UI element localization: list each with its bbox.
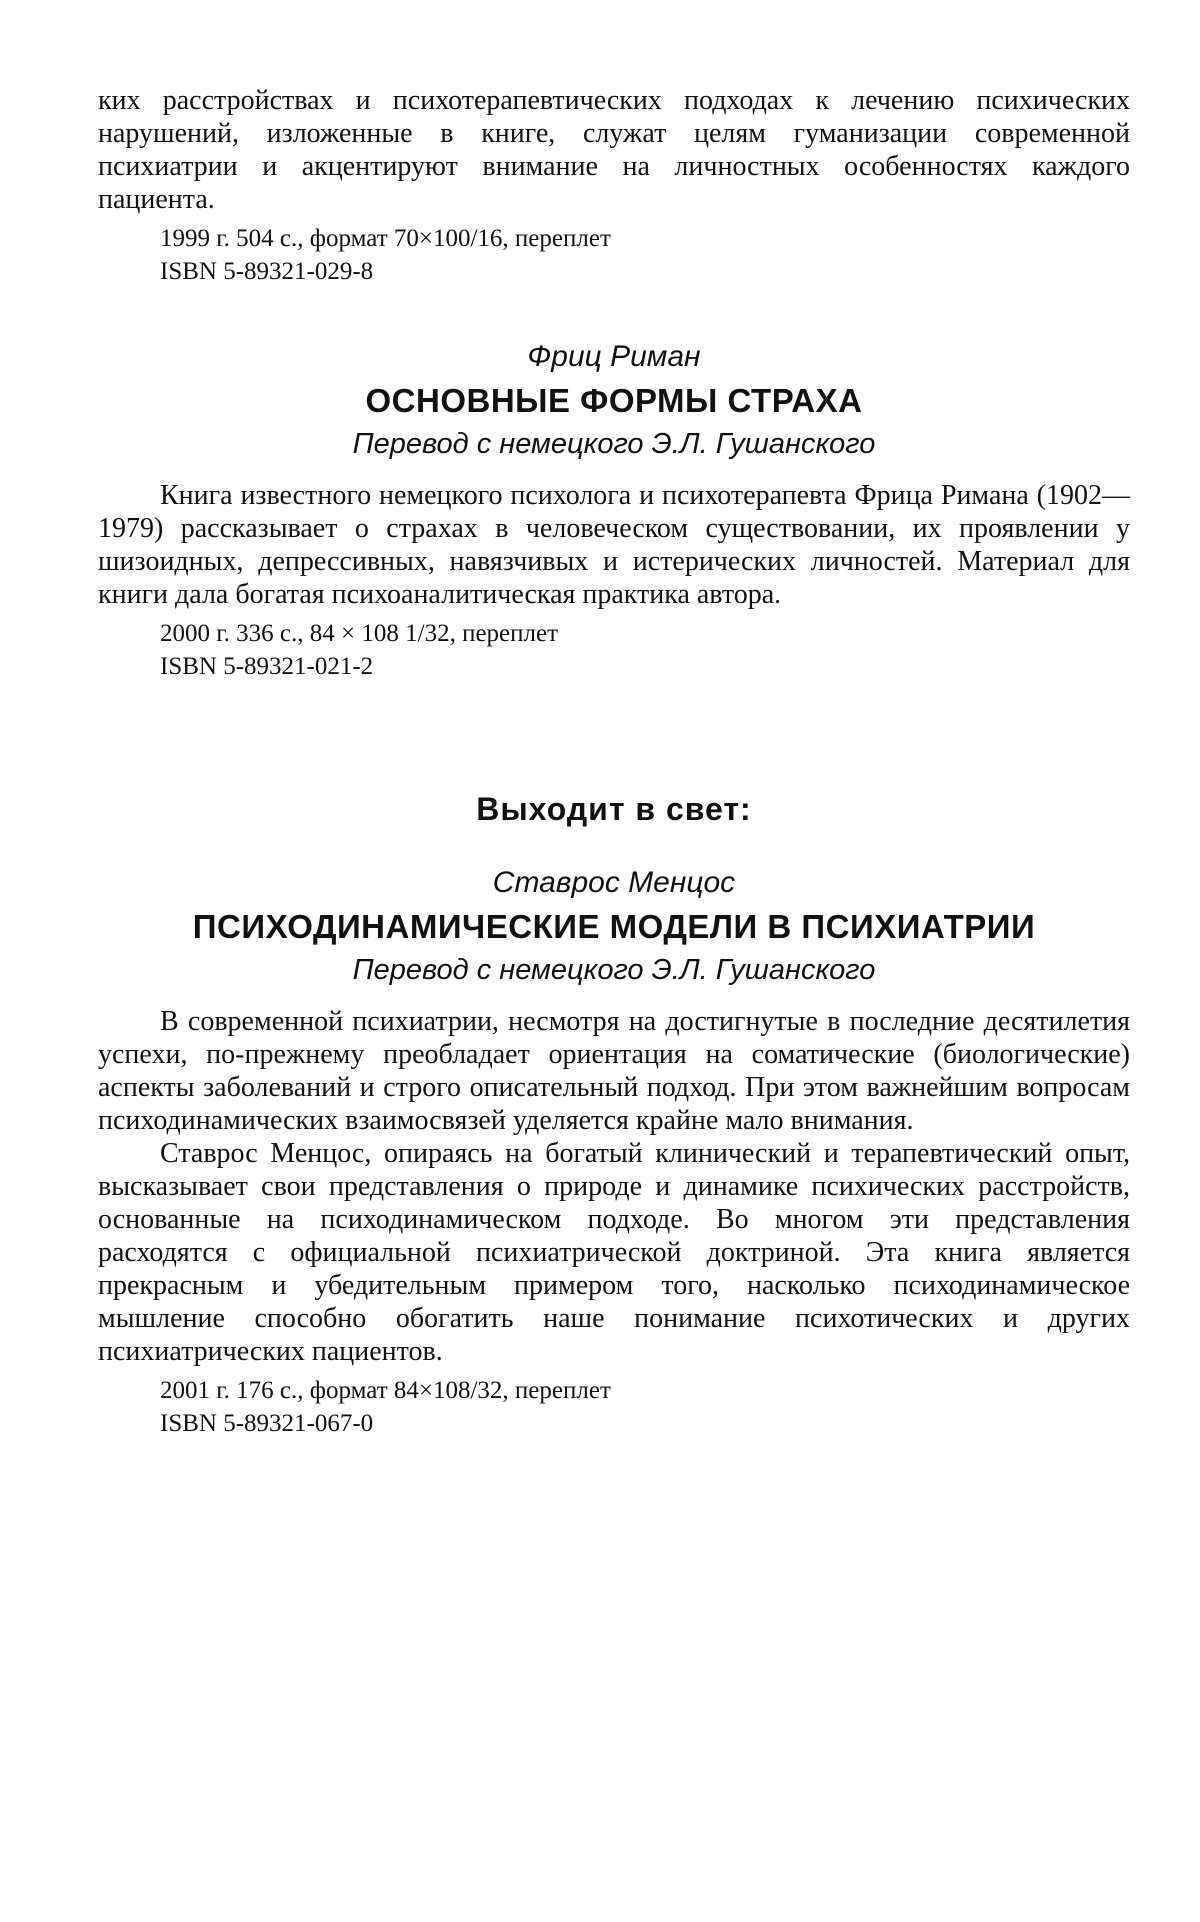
book-title: ПСИХОДИНАМИЧЕСКИЕ МОДЕЛИ В ПСИХИАТРИИ: [98, 908, 1130, 946]
book-entry-mentzos: [98, 866, 1130, 1440]
book-translation-credit: Перевод с немецкого Э.Л. Гушанского: [98, 954, 1130, 987]
announcement-section: [98, 791, 1130, 828]
book-publication-info: 2000 г. 336 с., 84 × 108 1/32, переплет: [98, 617, 1130, 650]
announcement-heading: Выходит в свет:: [98, 791, 1130, 828]
book-isbn: ISBN 5-89321-067-0: [98, 1407, 1130, 1440]
book-author: Ставрос Менцос: [98, 866, 1130, 900]
book-entry-previous: [98, 84, 1130, 288]
book-publication-info: 2001 г. 176 с., формат 84×108/32, переплет: [98, 1374, 1130, 1407]
book-isbn: ISBN 5-89321-029-8: [98, 255, 1130, 288]
book-description-paragraph: В современной психиатрии, несмотря на достигнутые в последние десятилетия успехи, по-прежнему преобладает ориентация на соматические (биологические) аспекты заболеваний и строго описательный подход. При этом важнейшим вопросам психодинамических взаимосвязей уделяется крайне мало внимания.: [98, 1005, 1130, 1137]
book-publication-info: 1999 г. 504 с., формат 70×100/16, переплет: [98, 222, 1130, 255]
book-description-paragraph: Ставрос Менцос, опираясь на богатый клинический и терапевтический опыт, высказывает свои представления о природе и динамике психических расстройств, основанные на психодинамическом подходе. Во многом эти представления расходятся с официальной психиатрической доктриной. Эта книга является прекрасным и убедительным примером того, насколько психодинамическое мышление способно обогатить наше понимание психотических и других психиатрических пациентов.: [98, 1137, 1130, 1368]
book-isbn: ISBN 5-89321-021-2: [98, 650, 1130, 683]
book-entry-riemann: [98, 340, 1130, 683]
book-translation-credit: Перевод с немецкого Э.Л. Гушанского: [98, 428, 1130, 461]
book-description: Книга известного немецкого психолога и психотерапевта Фрица Римана (1902—1979) рассказывает о страхах в человеческом существовании, их проявлении у шизоидных, депрессивных, навязчивых и истерических личностей. Материал для книги дала богатая психоаналитическая практика автора.: [98, 479, 1130, 611]
book-title: ОСНОВНЫЕ ФОРМЫ СТРАХА: [98, 382, 1130, 420]
book-author: Фриц Риман: [98, 340, 1130, 374]
book-catalog-page: [98, 84, 1130, 1440]
book-description-tail: ких расстройствах и психотерапевтических подходах к лечению психических нарушений, изложенные в книге, служат целям гуманизации современной психиатрии и акцентируют внимание на личностных особенностях каждого пациента.: [98, 84, 1130, 216]
